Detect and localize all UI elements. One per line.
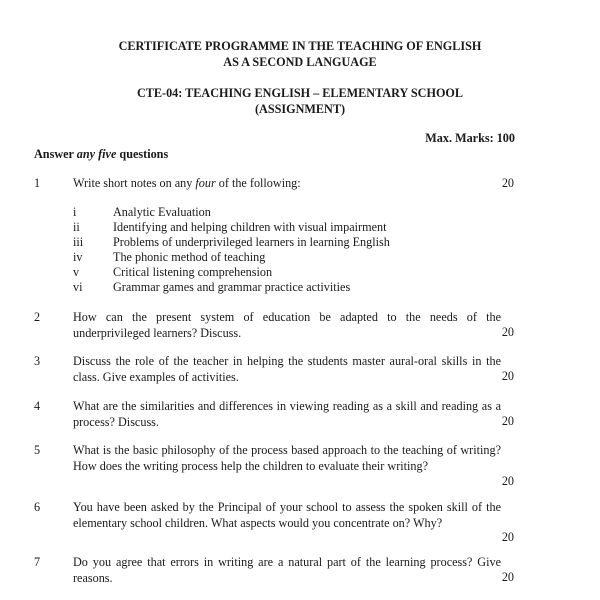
question-marks: 20 [501,325,514,339]
instruction-emphasis: any five [76,147,117,161]
question-marks: 20 [501,570,514,584]
sub-item-numeral: ii [73,220,80,234]
programme-subtitle: AS A SECOND LANGUAGE [223,55,377,69]
max-marks: Max. Marks: 100 [425,131,515,145]
instruction [34,147,168,162]
question-text-after: of the following: [215,176,301,190]
sub-item-text: The phonic method of teaching [113,250,266,264]
question-marks: 20 [501,369,514,383]
question-text [73,176,301,191]
question-number: 4 [34,399,41,413]
sub-item-numeral: v [73,265,80,279]
question-marks: 20 [501,474,514,488]
sub-item-text: Analytic Evaluation [113,205,211,219]
question-text: You have been asked by the Principal of your school to assess the spoken skill of the elementary school children. What aspects would you concentrate on? Why? [73,500,501,530]
question-number: 6 [34,500,41,514]
sub-item-numeral: vi [73,280,83,294]
question-text: What are the similarities and differences in viewing reading as a skill and reading as a process? Discuss. [73,399,501,429]
question-marks: 20 [501,414,514,428]
question-number: 1 [34,176,41,190]
question-marks: 20 [501,176,514,190]
instruction-prefix: Answer [34,147,77,161]
instruction-suffix: questions [116,147,169,161]
question-text-emphasis: four [195,176,216,190]
sub-item-text: Critical listening comprehension [113,265,273,279]
question-marks: 20 [501,530,514,544]
question-number: 3 [34,354,41,368]
question-text: Discuss the role of the teacher in helping the students master aural-oral skills in the class. Give examples of activities. [73,354,501,384]
sub-item-text: Problems of underprivileged learners in learning English [113,235,390,249]
sub-item-text: Grammar games and grammar practice activities [113,280,351,294]
sub-item-numeral: iii [73,235,84,249]
question-number: 2 [34,310,41,324]
question-text: What is the basic philosophy of the process based approach to the teaching of writing? How does the writing process help the children to evaluate their writing? [73,443,501,473]
programme-title: CERTIFICATE PROGRAMME IN THE TEACHING OF ENGLISH [118,39,482,53]
course-title: CTE-04: TEACHING ENGLISH – ELEMENTARY SCHOOL [136,86,464,100]
sub-item-numeral: i [73,205,77,219]
question-number: 5 [34,443,41,457]
question-text: Do you agree that errors in writing are a natural part of the learning process? Give reasons. [73,555,501,585]
question-text-before: Write short notes on any [73,176,196,190]
question-text: How can the present system of education be adapted to the needs of the underprivileged learners? Discuss. [73,310,501,340]
sub-item-text: Identifying and helping children with visual impairment [113,220,387,234]
assignment-label: (ASSIGNMENT) [254,102,346,116]
question-number: 7 [34,555,41,569]
sub-item-numeral: iv [73,250,83,264]
